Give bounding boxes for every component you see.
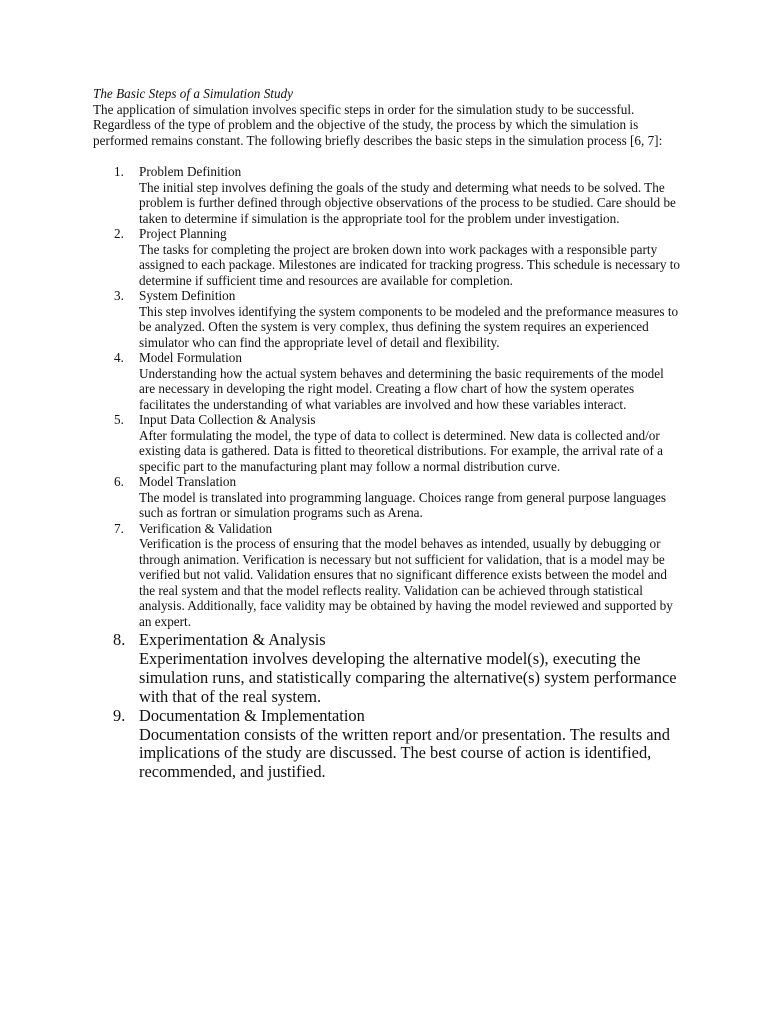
step-number: 5.	[114, 412, 124, 427]
step-number: 3.	[114, 288, 124, 303]
intro-paragraph: The application of simulation involves specific steps in order for the simulation study to be successful. Regardless of the type of problem and the objective of the study, the process by which the simulation is performed remains constant. The following briefly describes the basic steps in the simulation process [6, 7]:	[93, 101, 663, 148]
step-item	[93, 288, 683, 350]
step-number: 2.	[114, 226, 124, 241]
document-page	[93, 86, 683, 782]
step-item	[93, 412, 683, 474]
step-item	[93, 521, 683, 630]
step-item	[93, 474, 683, 521]
step-description: This step involves identifying the system components to be modeled and the preformance measures to be analyzed. Often the system is very complex, thus defining the system requires an experienced simulator who can find the appropriate level of detail and flexibility.	[139, 303, 679, 350]
step-number: 6.	[114, 474, 124, 489]
step-description: The initial step involves defining the goals of the study and determing what needs to be solved. The problem is further defined through objective observations of the process to be studied. Care should be taken to determine if simulation is the appropriate tool for the problem under investigation.	[139, 179, 676, 226]
step-number: 7.	[114, 520, 124, 536]
step-number: 1.	[114, 164, 124, 179]
step-heading: Input Data Collection & Analysis	[139, 412, 316, 427]
step-description: The model is translated into programming language. Choices range from general purpose languages such as fortran or simulation programs such as Arena.	[139, 489, 666, 520]
step-description: Verification is the process of ensuring that the model behaves as intended, usually by debugging or through animation. Verification is necessary but not sufficient for validation, that is a model may be verified but not valid. Validation ensures that no significant difference exists between the model and the real system and that the model reflects reality. Validation can be achieved through statistical analysis. Additionally, face validity may be obtained by having the model reviewed and supported by an expert.	[139, 536, 673, 629]
step-item	[93, 350, 683, 412]
step-number: 4.	[114, 350, 124, 365]
step-heading: Verification & Validation	[139, 520, 273, 536]
step-heading: System Definition	[139, 288, 236, 303]
step-description: After formulating the model, the type of data to collect is determined. New data is collected and/or existing data is gathered. Data is fitted to theoretical distributions. For example, the arrival rate of a specific part to the manufacturing plant may follow a normal distribution curve.	[139, 427, 664, 474]
step-heading: Project Planning	[139, 226, 227, 241]
step-item	[93, 631, 683, 707]
step-heading: Model Formulation	[139, 350, 242, 365]
step-heading: Documentation & Implementation	[139, 705, 365, 725]
step-description: Understanding how the actual system behaves and determining the basic requirements of the model are necessary in developing the right model. Creating a flow chart of how the system operates facilitates the understanding of what variables are involved and how these variables interact.	[139, 365, 664, 412]
step-number: 9.	[113, 705, 126, 725]
step-description: Documentation consists of the written report and/or presentation. The results and implications of the study are discussed. The best course of action is identified, recommended, and justified.	[139, 724, 670, 782]
step-item	[93, 226, 683, 288]
step-item	[93, 164, 683, 226]
document-title: The Basic Steps of a Simulation Study	[93, 86, 293, 101]
steps-list	[93, 164, 683, 782]
step-description: Experimentation involves developing the alternative model(s), executing the simulation runs, and statistically comparing the alternative(s) system performance with that of the real system.	[139, 648, 677, 706]
step-heading: Model Translation	[139, 474, 237, 489]
step-heading: Experimentation & Analysis	[139, 630, 326, 649]
step-description: The tasks for completing the project are broken down into work packages with a responsible party assigned to each package. Milestones are indicated for tracking progress. This schedule is necessary to determine if sufficient time and resources are available for completion.	[139, 241, 680, 288]
step-number: 8.	[113, 630, 126, 649]
step-item	[93, 707, 683, 783]
step-heading: Problem Definition	[139, 164, 242, 179]
